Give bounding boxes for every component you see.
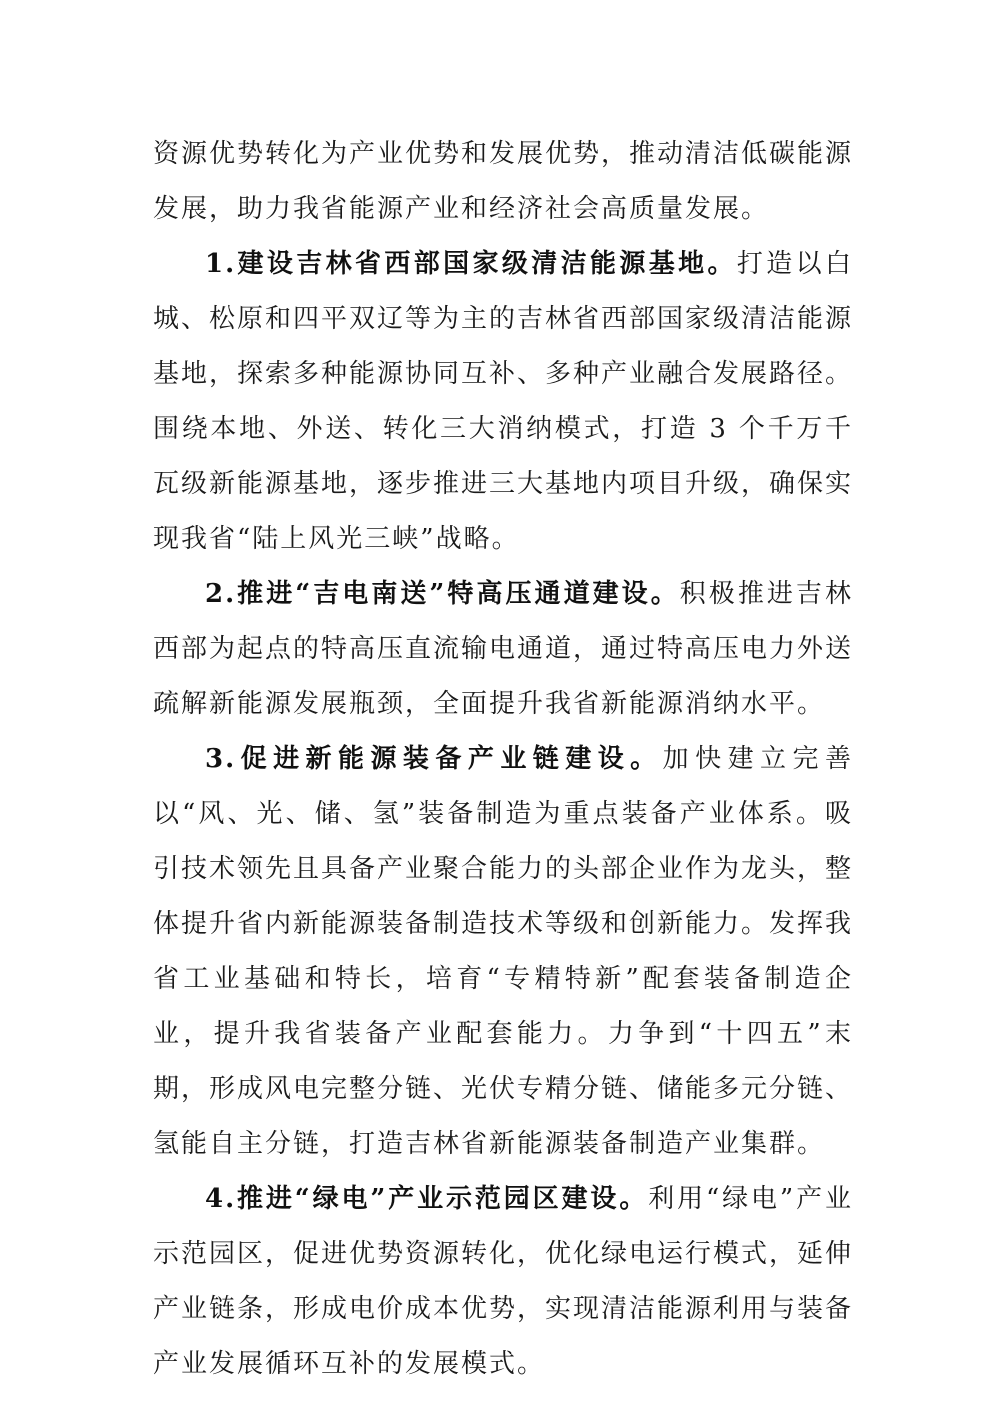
paragraph-heading: 2.推进“吉电南送”特高压通道建设。: [205, 579, 680, 609]
paragraph-heading: 4.推进“绿电”产业示范园区建设。: [205, 1184, 649, 1214]
paragraph-green-power-park: [153, 1172, 853, 1392]
paragraph-heading: 3.促进新能源装备产业链建设。: [205, 744, 663, 774]
paragraph-body: 积极推进吉林西部为起点的特高压直流输电通道，通过特高压电力外送疏解新能源发展瓶颈，全面提升我省新能源消纳水平。: [153, 579, 854, 719]
paragraph-body: 资源优势转化为产业优势和发展优势，推动清洁低碳能源发展，助力我省能源产业和经济社会高质量发展。: [153, 139, 854, 224]
paragraph-body: 利用“绿电”产业示范园区，促进优势资源转化，优化绿电运行模式，延伸产业链条，形成电价成本优势，实现清洁能源利用与装备产业发展循环互补的发展模式。: [153, 1184, 854, 1379]
paragraph-equipment-industry-chain: [153, 732, 853, 1172]
paragraph-body: 加快建立完善以“风、光、储、氢”装备制造为重点装备产业体系。吸引技术领先且具备产业聚合能力的头部企业作为龙头，整体提升省内新能源装备制造技术等级和创新能力。发挥我省工业基础和特长，培育“专精特新”配套装备制造企业，提升我省装备产业配套能力。力争到“十四五”末期，形成风电完整分链、光伏专精分链、储能多元分链、氢能自主分链，打造吉林省新能源装备制造产业集群。: [153, 744, 854, 1159]
paragraph-body: 打造以白城、松原和四平双辽等为主的吉林省西部国家级清洁能源基地，探索多种能源协同互补、多种产业融合发展路径。围绕本地、外送、转化三大消纳模式，打造 3 个千万千瓦级新能源基地，逐步推进三大基地内项目升级，确保实现我省“陆上风光三峡”战略。: [153, 249, 854, 554]
document-body: [153, 127, 853, 1392]
paragraph-heading: 1.建设吉林省西部国家级清洁能源基地。: [205, 249, 737, 279]
paragraph-uhv-channel: [153, 567, 853, 732]
paragraph-western-clean-energy-base: [153, 237, 853, 567]
paragraph-continuation: [153, 127, 853, 237]
